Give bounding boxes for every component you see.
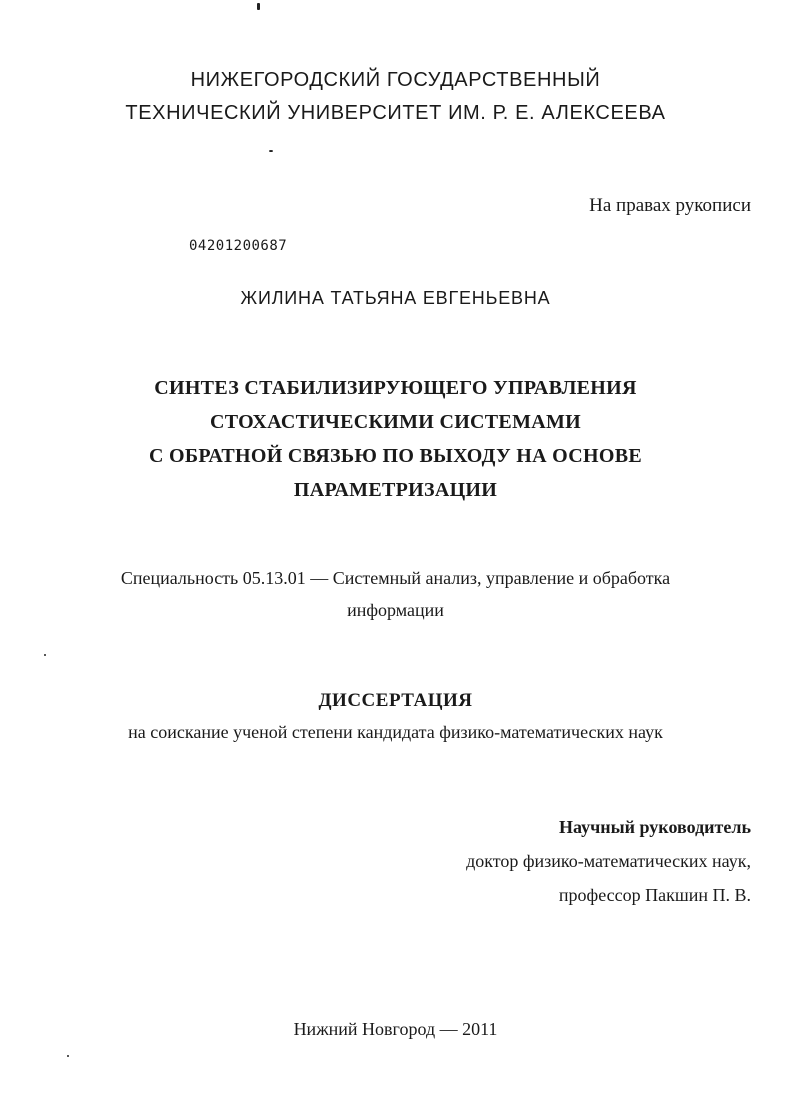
manuscript-note: На правах рукописи — [589, 195, 751, 216]
university-header — [0, 64, 791, 130]
supervisor-degree: доктор физико-математических наук, — [466, 851, 751, 871]
university-line-1: НИЖЕГОРОДСКИЙ ГОСУДАРСТВЕННЫЙ — [190, 69, 601, 91]
supervisor-label: Научный руководитель — [559, 817, 751, 837]
dissertation-subtitle: на соискание ученой степени кандидата физико-математических наук — [128, 722, 663, 742]
supervisor-name: профессор Пакшин П. В. — [558, 885, 751, 905]
specialty-block — [0, 562, 791, 626]
author-name: ЖИЛИНА ТАТЬЯНА ЕВГЕНЬЕВНА — [240, 288, 551, 308]
dissertation-title — [0, 371, 791, 507]
supervisor-block — [466, 810, 751, 912]
title-line-2: СТОХАСТИЧЕСКИМИ СИСТЕМАМИ — [209, 411, 582, 433]
scan-mark-top — [257, 3, 260, 10]
specialty-line-2: информации — [347, 600, 444, 620]
title-line-4: ПАРАМЕТРИЗАЦИИ — [293, 479, 498, 501]
scan-speck-left — [44, 654, 46, 656]
dissertation-heading: ДИССЕРТАЦИЯ — [318, 690, 473, 711]
scan-speck-bottom-left — [67, 1055, 69, 1057]
place-year: Нижний Новгород — 2011 — [293, 1019, 498, 1039]
specialty-line-1: Специальность 05.13.01 — Системный анализ, управление и обработка — [120, 568, 671, 588]
catalog-number: 04201200687 — [189, 238, 288, 254]
title-line-1: СИНТЕЗ СТАБИЛИЗИРУЮЩЕГО УПРАВЛЕНИЯ — [154, 377, 637, 399]
title-line-3: С ОБРАТНОЙ СВЯЗЬЮ ПО ВЫХОДУ НА ОСНОВЕ — [148, 445, 642, 467]
university-line-2: ТЕХНИЧЕСКИЙ УНИВЕРСИТЕТ ИМ. Р. Е. АЛЕКСЕЕВА — [125, 102, 666, 124]
scan-mark-dash — [269, 150, 273, 152]
